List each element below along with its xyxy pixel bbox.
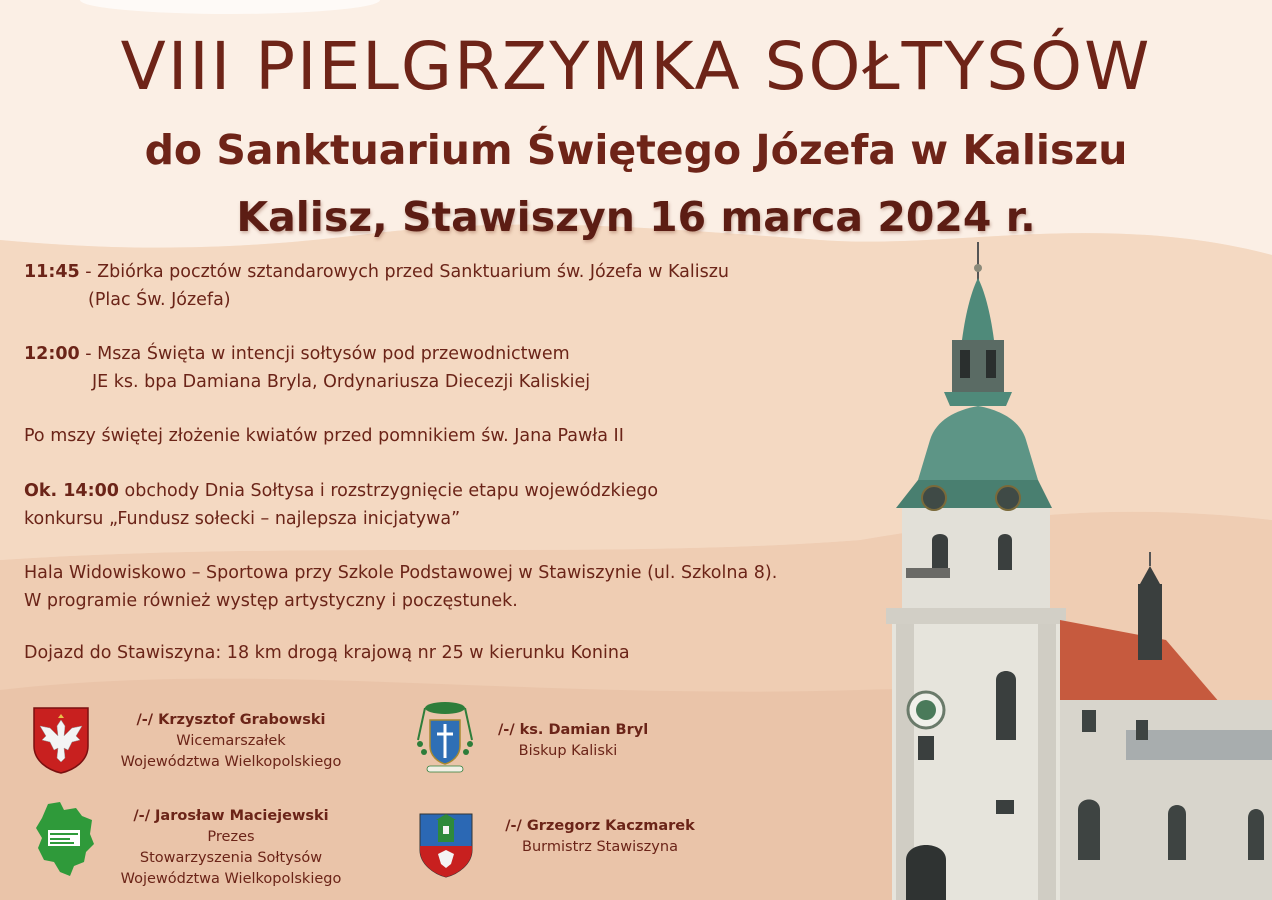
signatory-role: Województwa Wielkopolskiego	[120, 754, 342, 770]
program-item-1200-cont: JE ks. bpa Damiana Bryla, Ordynariusza Diecezji Kaliskiej	[92, 372, 591, 392]
program-text: - Msza Święta w intencji sołtysów pod przewodnictwem	[79, 344, 570, 364]
program-text: - Zbiórka pocztów sztandarowych przed Sanktuarium św. Józefa w Kaliszu	[79, 262, 729, 282]
signatory-role: Biskup Kaliski	[518, 743, 618, 759]
venue-line: Hala Widowiskowo – Sportowa przy Szkole Podstawowej w Stawiszynie (ul. Szkolna 8).	[24, 563, 778, 583]
time-label: Ok. 14:00	[24, 481, 119, 501]
wielkopolska-map-logo-icon	[34, 800, 96, 878]
program-item-1400-cont: konkursu „Fundusz sołecki – najlepsza inicjatywa”	[24, 509, 461, 529]
signatory-role: Stowarzyszenia Sołtysów	[139, 850, 323, 866]
church-tower-photo-icon	[856, 240, 1272, 900]
time-label: 12:00	[24, 344, 80, 364]
signatory-name: /-/ Krzysztof Grabowski	[136, 712, 326, 728]
place-date: Kalisz, Stawiszyn 16 marca 2024 r.	[236, 193, 1036, 241]
program-item-1145	[24, 258, 729, 286]
program-item-1200	[24, 340, 570, 368]
venue-extra: W programie również występ artystyczny i poczęstunek.	[24, 591, 518, 611]
signatory-role: Prezes	[207, 829, 255, 845]
stawiszyn-coat-of-arms-icon	[418, 812, 474, 878]
signature-bryl	[498, 720, 649, 762]
signatory-role: Województwa Wielkopolskiego	[120, 871, 342, 887]
wielkopolska-eagle-coat-of-arms-icon	[32, 706, 90, 774]
subtitle: do Sanktuarium Świętego Józefa w Kaliszu	[144, 126, 1128, 174]
signatory-name: /-/ ks. Damian Bryl	[498, 722, 649, 738]
directions: Dojazd do Stawiszyna: 18 km drogą krajową nr 25 w kierunku Konina	[24, 643, 630, 663]
signature-kaczmarek	[500, 816, 700, 858]
signatory-role: Burmistrz Stawiszyna	[522, 839, 678, 855]
signatory-name: /-/ Grzegorz Kaczmarek	[505, 818, 695, 834]
main-title: VIII PIELGRZYMKA SOŁTYSÓW	[120, 28, 1152, 105]
program-item-1400	[24, 477, 658, 505]
program-item-1145-cont: (Plac Św. Józefa)	[88, 290, 231, 310]
bishop-coat-of-arms-icon	[414, 700, 476, 775]
time-label: 11:45	[24, 262, 80, 282]
signatory-name: /-/ Jarosław Maciejewski	[133, 808, 329, 824]
program-text: obchody Dnia Sołtysa i rozstrzygnięcie etapu wojewódzkiego	[118, 481, 659, 501]
signature-grabowski	[108, 710, 354, 773]
signatory-role: Wicemarszałek	[176, 733, 286, 749]
signature-maciejewski	[108, 806, 354, 890]
program-item-flowers: Po mszy świętej złożenie kwiatów przed pomnikiem św. Jana Pawła II	[24, 426, 624, 446]
